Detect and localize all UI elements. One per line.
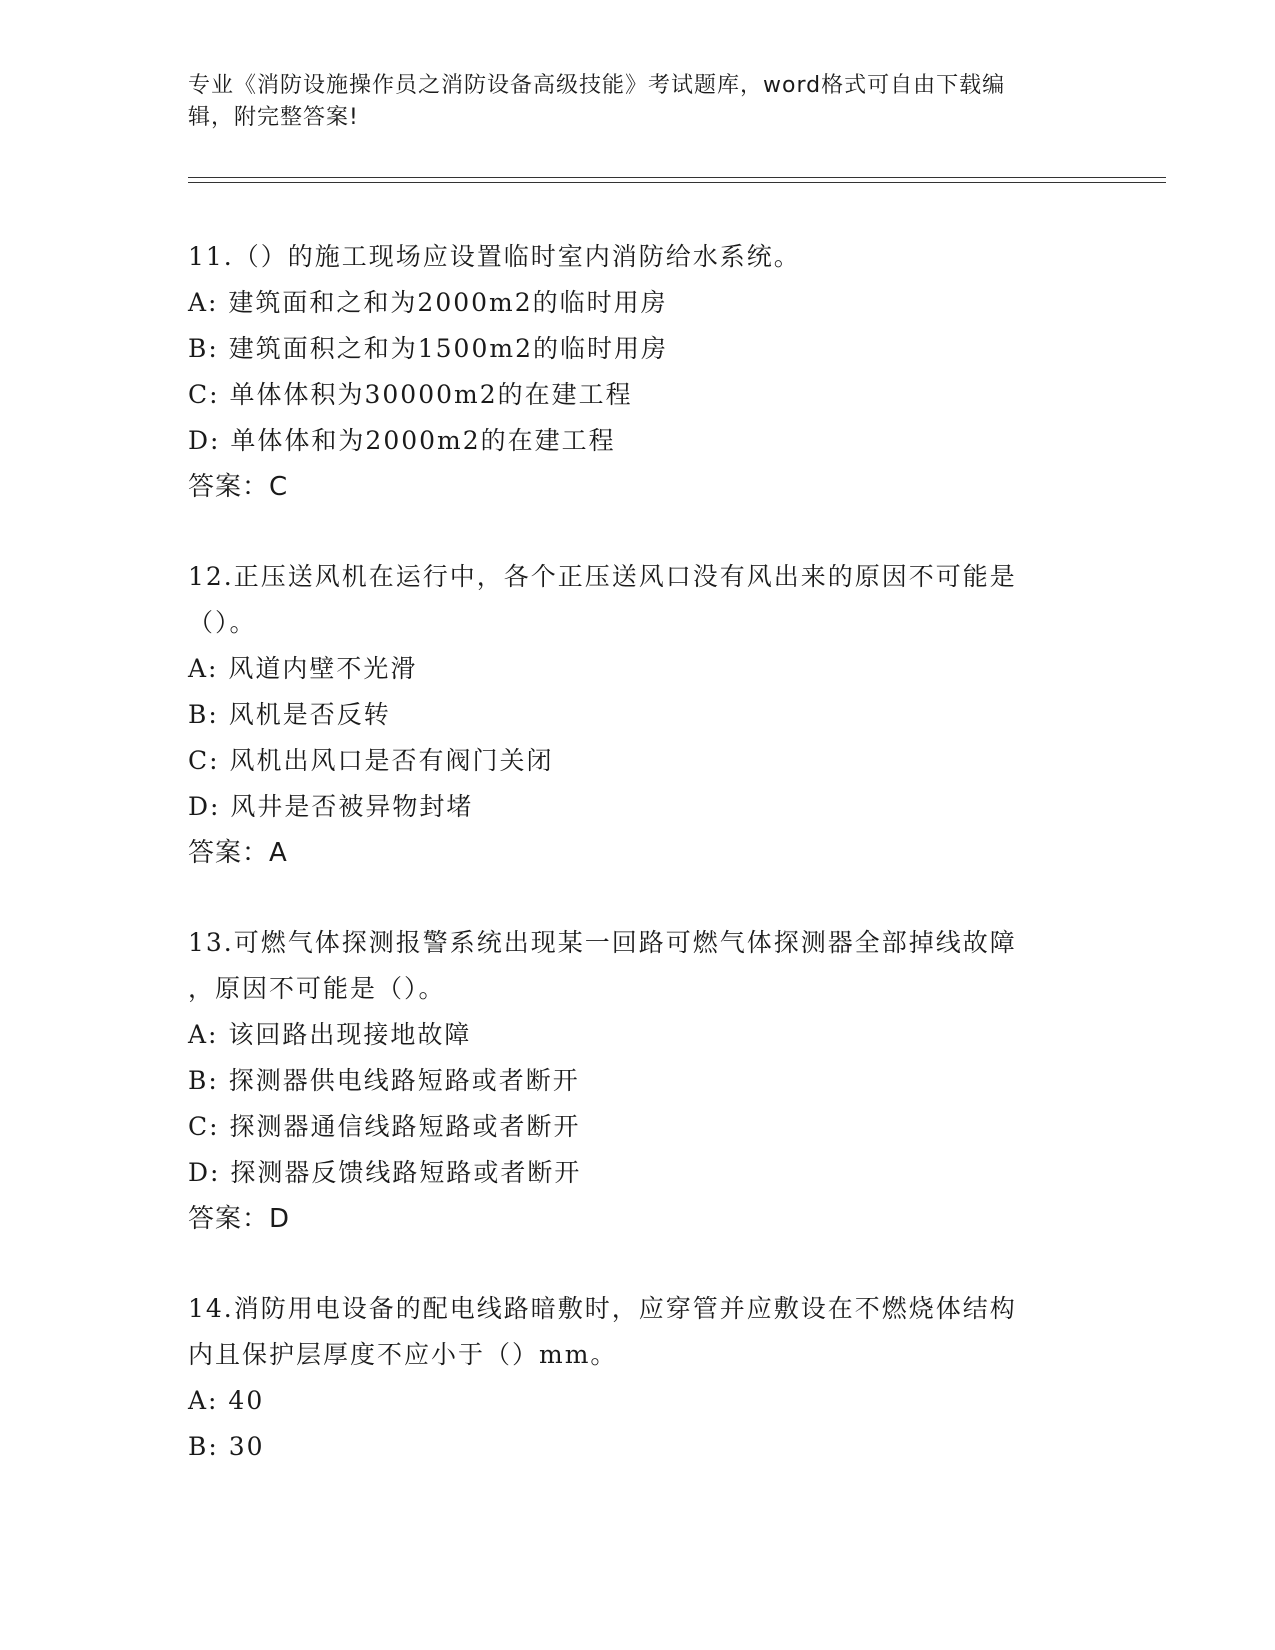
question-stem: 12.正压送风机在运行中，各个正压送风口没有风出来的原因不可能是 bbox=[188, 562, 1017, 591]
option-a: A: 该回路出现接地故障 bbox=[188, 1020, 472, 1049]
option-d: D: 单体体和为2000m2的在建工程 bbox=[188, 426, 616, 455]
question-14 bbox=[188, 1286, 1088, 1470]
question-stem-continued: 内且保护层厚度不应小于（）mm。 bbox=[188, 1340, 618, 1369]
header-divider-top bbox=[188, 177, 1166, 178]
option-a: A: 风道内壁不光滑 bbox=[188, 654, 418, 683]
answer: 答案：A bbox=[188, 838, 288, 868]
question-12 bbox=[188, 554, 1088, 876]
question-stem: 11.（）的施工现场应设置临时室内消防给水系统。 bbox=[188, 242, 801, 271]
option-b: B: 探测器供电线路短路或者断开 bbox=[188, 1066, 580, 1095]
header-line-1: 专业《消防设施操作员之消防设备高级技能》考试题库，word格式可自由下载编 bbox=[188, 73, 1006, 98]
question-stem: 13.可燃气体探测报警系统出现某一回路可燃气体探测器全部掉线故障 bbox=[188, 928, 1017, 957]
option-a: A: 建筑面和之和为2000m2的临时用房 bbox=[188, 288, 668, 317]
option-d: D: 风井是否被异物封堵 bbox=[188, 792, 474, 821]
option-c: C: 探测器通信线路短路或者断开 bbox=[188, 1112, 581, 1141]
option-b: B: 建筑面积之和为1500m2的临时用房 bbox=[188, 334, 668, 363]
option-b: B: 风机是否反转 bbox=[188, 700, 391, 729]
answer: 答案：D bbox=[188, 1204, 291, 1234]
document-header bbox=[188, 70, 1088, 134]
answer: 答案：C bbox=[188, 472, 289, 502]
question-stem: 14.消防用电设备的配电线路暗敷时，应穿管并应敷设在不燃烧体结构 bbox=[188, 1294, 1017, 1323]
option-c: C: 单体体积为30000m2的在建工程 bbox=[188, 380, 633, 409]
question-11 bbox=[188, 234, 1088, 510]
option-b: B: 30 bbox=[188, 1432, 265, 1461]
option-c: C: 风机出风口是否有阀门关闭 bbox=[188, 746, 554, 775]
header-line-2: 辑，附完整答案! bbox=[188, 105, 359, 130]
question-list bbox=[188, 234, 1088, 1470]
option-d: D: 探测器反馈线路短路或者断开 bbox=[188, 1158, 582, 1187]
option-a: A: 40 bbox=[188, 1386, 265, 1415]
question-13 bbox=[188, 920, 1088, 1242]
question-stem-continued: （）。 bbox=[188, 608, 257, 637]
question-stem-continued: ，原因不可能是（）。 bbox=[188, 974, 446, 1003]
header-divider-bottom bbox=[188, 182, 1166, 183]
